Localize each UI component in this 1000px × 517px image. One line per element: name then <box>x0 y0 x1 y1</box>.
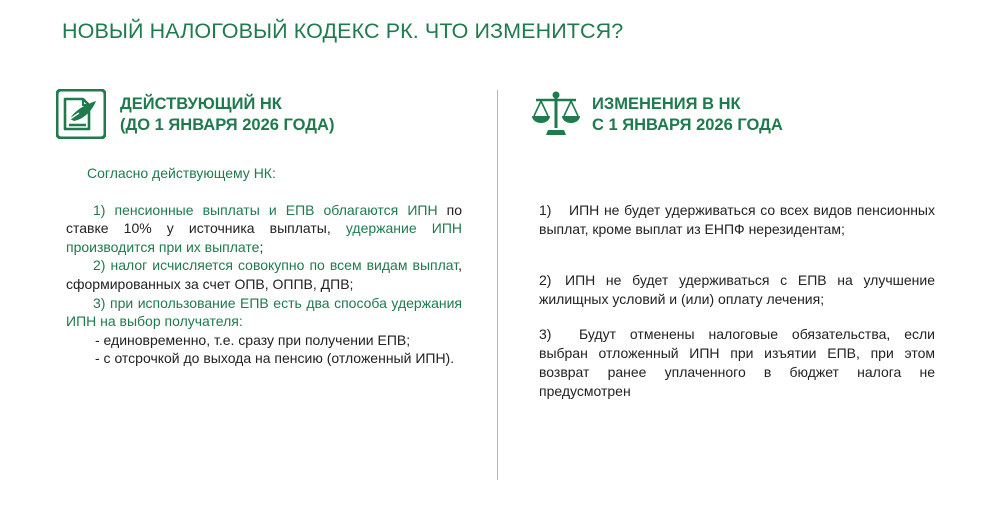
right-heading-line1: ИЗМЕНЕНИЯ В НК <box>592 95 741 113</box>
left-item-2-b: , сформированных за счет ОПВ, ОППВ, ДПВ; <box>66 257 462 292</box>
right-item-3 <box>539 325 935 401</box>
left-item-2 <box>66 256 462 293</box>
left-item-1 <box>66 201 462 257</box>
left-item-1-b: по ставке 10% у источника выплаты, <box>66 201 462 237</box>
left-item-3: 3) при использование ЕПВ есть два способа удержания ИПН на выбор получателя: <box>66 294 462 330</box>
right-heading-line2: С 1 ЯНВАРЯ 2026 ГОДА <box>592 116 783 134</box>
left-heading-line1: ДЕЙСТВУЮЩИЙ НК <box>120 95 282 113</box>
left-item-1-d: ; <box>259 238 264 255</box>
left-lead: Согласно действующему НК: <box>87 165 276 181</box>
right-item-1 <box>539 201 935 239</box>
right-item-2-num: 2) <box>539 272 552 288</box>
right-heading <box>592 94 783 136</box>
right-item-3-text: Будут отменены налоговые обязательства, если выбран отложенный ИПН при изъятии ЕПВ, при этом возврат ранее уплаченного в бюджет налога не предусмотрен <box>539 326 935 399</box>
left-sub-1: - единовременно, т.е. сразу при получении ЕПВ; <box>95 331 411 348</box>
document-quill-icon <box>56 89 106 139</box>
left-heading <box>120 94 334 136</box>
left-item-1-a: 1) пенсионные выплаты и ЕПВ облагаются ИПН <box>93 201 438 218</box>
right-item-1-num: 1) <box>539 202 552 218</box>
column-divider <box>497 90 498 480</box>
page-title: НОВЫЙ НАЛОГОВЫЙ КОДЕКС РК. ЧТО ИЗМЕНИТСЯ? <box>62 19 624 43</box>
right-item-3-num: 3) <box>539 326 552 342</box>
scales-icon <box>530 88 582 138</box>
right-item-2-text: ИПН не будет удерживаться с ЕПВ на улучшение жилищных условий и (или) оплату лечения; <box>539 272 935 307</box>
left-item-2-a: 2) налог исчисляется совокупно по всем видам выплат <box>93 257 459 274</box>
left-heading-line2: (ДО 1 ЯНВАРЯ 2026 ГОДА) <box>120 116 335 134</box>
left-sub-2: - с отсрочкой до выхода на пенсию (отложенный ИПН). <box>95 350 455 367</box>
right-item-1-text: ИПН не будет удерживаться со всех видов пенсионных выплат, кроме выплат из ЕНПФ нерезидентам; <box>539 202 935 237</box>
right-item-2 <box>539 271 935 309</box>
left-body <box>66 164 462 368</box>
left-item-1-c: удержание ИПН производится при их выплате <box>66 220 462 255</box>
